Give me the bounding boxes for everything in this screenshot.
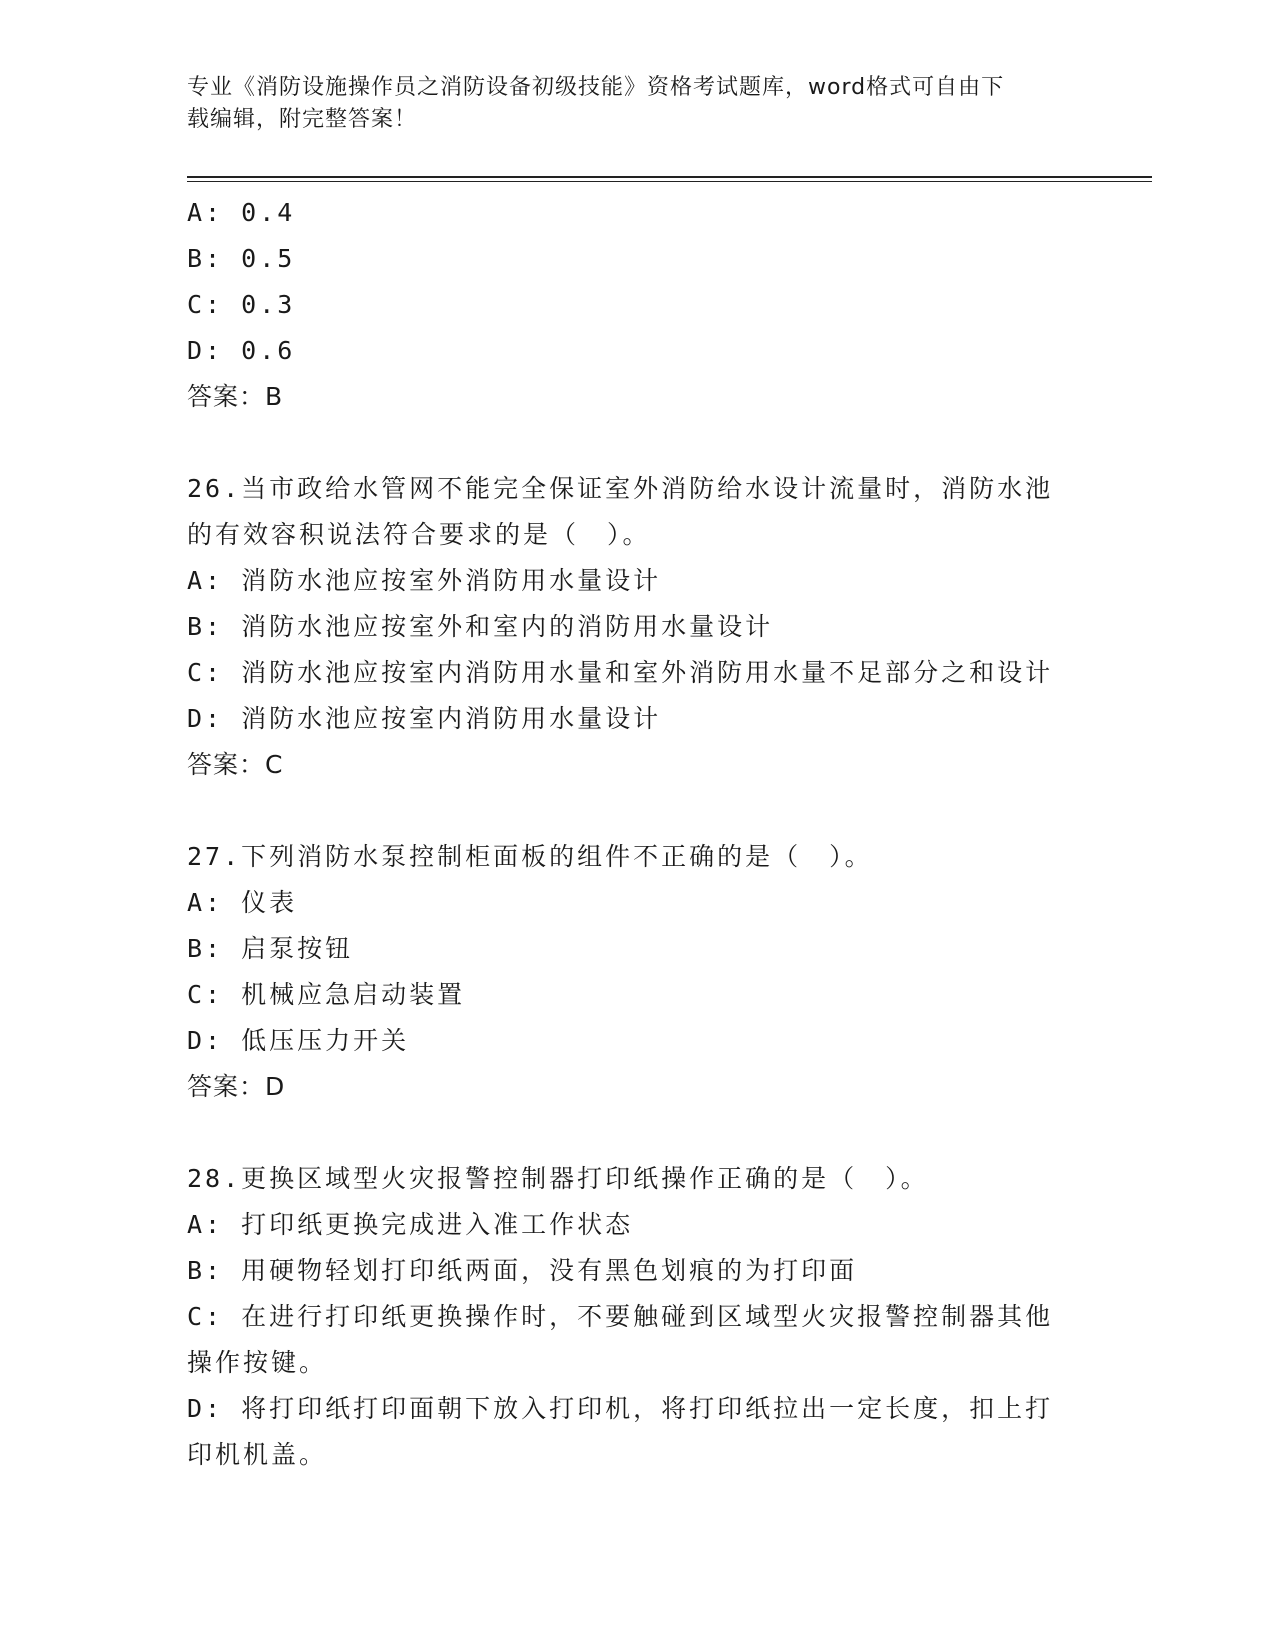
q28-stem: 28.更换区域型火灾报警控制器打印纸操作正确的是（ ）。 bbox=[187, 1164, 929, 1193]
header-divider-thick bbox=[187, 176, 1152, 178]
q25-option-a: A: 0.4 bbox=[187, 198, 296, 227]
q27-option-b: B: 启泵按钮 bbox=[187, 934, 354, 963]
q25-answer: 答案：B bbox=[187, 382, 284, 411]
q28-option-c-line-1: C: 在进行打印纸更换操作时，不要触碰到区域型火灾报警控制器其他 bbox=[187, 1302, 1054, 1331]
q26-answer: 答案：C bbox=[187, 750, 284, 779]
spacer bbox=[187, 788, 1077, 834]
q26-option-b: B: 消防水池应按室外和室内的消防用水量设计 bbox=[187, 612, 774, 641]
spacer bbox=[187, 420, 1077, 466]
q26-option-c: C: 消防水池应按室内消防用水量和室外消防用水量不足部分之和设计 bbox=[187, 658, 1054, 687]
q27-option-a: A: 仪表 bbox=[187, 888, 298, 917]
q28-option-b: B: 用硬物轻划打印纸两面，没有黑色划痕的为打印面 bbox=[187, 1256, 858, 1285]
header-line-2: 载编辑，附完整答案！ bbox=[187, 107, 418, 132]
q27-option-c: C: 机械应急启动装置 bbox=[187, 980, 466, 1009]
question-25 bbox=[187, 190, 1077, 420]
spacer bbox=[187, 1110, 1077, 1156]
header-line-1: 专业《消防设施操作员之消防设备初级技能》资格考试题库，word格式可自由下 bbox=[187, 75, 1005, 100]
q26-stem-line-1: 26.当市政给水管网不能完全保证室外消防给水设计流量时，消防水池 bbox=[187, 474, 1054, 503]
q27-answer: 答案：D bbox=[187, 1072, 286, 1101]
q26-option-a: A: 消防水池应按室外消防用水量设计 bbox=[187, 566, 662, 595]
question-content bbox=[187, 190, 1077, 1478]
q26-option-d: D: 消防水池应按室内消防用水量设计 bbox=[187, 704, 662, 733]
q28-option-c-line-2: 操作按键。 bbox=[187, 1348, 328, 1377]
q27-stem: 27.下列消防水泵控制柜面板的组件不正确的是（ ）。 bbox=[187, 842, 873, 871]
q25-option-d: D: 0.6 bbox=[187, 336, 296, 365]
q25-option-b: B: 0.5 bbox=[187, 244, 296, 273]
q28-option-d-line-2: 印机机盖。 bbox=[187, 1440, 328, 1469]
question-27 bbox=[187, 834, 1077, 1110]
q27-option-d: D: 低压压力开关 bbox=[187, 1026, 410, 1055]
question-26 bbox=[187, 466, 1077, 788]
q25-option-c: C: 0.3 bbox=[187, 290, 296, 319]
header-divider-thin bbox=[187, 181, 1152, 182]
q28-option-a: A: 打印纸更换完成进入准工作状态 bbox=[187, 1210, 634, 1239]
q26-stem-line-2: 的有效容积说法符合要求的是（ ）。 bbox=[187, 520, 651, 549]
page-header bbox=[187, 72, 1067, 136]
question-28 bbox=[187, 1156, 1077, 1478]
q28-option-d-line-1: D: 将打印纸打印面朝下放入打印机，将打印纸拉出一定长度，扣上打 bbox=[187, 1394, 1054, 1423]
